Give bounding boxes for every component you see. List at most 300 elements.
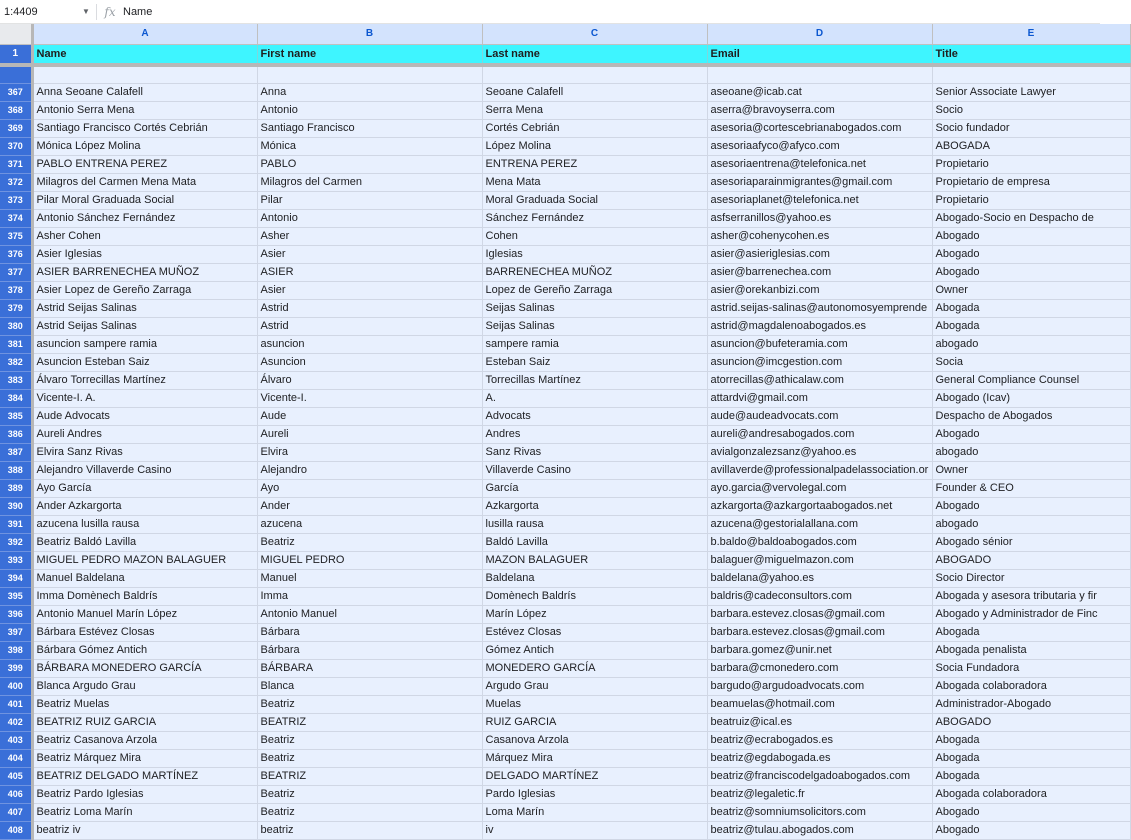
name-cell[interactable]: Beatriz Baldó Lavilla xyxy=(32,533,257,551)
email-cell[interactable]: barbara.gomez@unir.net xyxy=(707,641,932,659)
title-cell[interactable]: Socio fundador xyxy=(932,119,1130,137)
name-cell[interactable]: Asier Lopez de Gereño Zarraga xyxy=(32,281,257,299)
name-cell[interactable]: BEATRIZ DELGADO MARTÍNEZ xyxy=(32,767,257,785)
first-name-cell[interactable]: Antonio Manuel xyxy=(257,605,482,623)
row-number[interactable]: 405 xyxy=(0,767,32,785)
title-cell[interactable]: Propietario xyxy=(932,155,1130,173)
last-name-cell[interactable]: Lopez de Gereño Zarraga xyxy=(482,281,707,299)
email-cell[interactable]: asfserranillos@yahoo.es xyxy=(707,209,932,227)
first-name-cell[interactable]: Pilar xyxy=(257,191,482,209)
first-name-cell[interactable]: Imma xyxy=(257,587,482,605)
row-number[interactable]: 393 xyxy=(0,551,32,569)
row-number[interactable]: 402 xyxy=(0,713,32,731)
spacer-cell xyxy=(32,65,257,83)
last-name-cell[interactable]: lusilla rausa xyxy=(482,515,707,533)
title-cell[interactable]: Abogada xyxy=(932,767,1130,785)
first-name-cell[interactable]: Blanca xyxy=(257,677,482,695)
title-cell[interactable]: Abogado xyxy=(932,497,1130,515)
title-cell[interactable]: Abogada xyxy=(932,317,1130,335)
first-name-cell[interactable]: PABLO xyxy=(257,155,482,173)
table-row xyxy=(0,569,1130,587)
header-cell-title[interactable]: Title xyxy=(932,44,1130,65)
row-number[interactable]: 387 xyxy=(0,443,32,461)
row-number[interactable]: 368 xyxy=(0,101,32,119)
last-name-cell[interactable]: Estévez Closas xyxy=(482,623,707,641)
email-cell[interactable]: barbara.estevez.closas@gmail.com xyxy=(707,605,932,623)
table-row xyxy=(0,263,1130,281)
name-cell[interactable]: Asier Iglesias xyxy=(32,245,257,263)
row-number[interactable]: 372 xyxy=(0,173,32,191)
table-row xyxy=(0,443,1130,461)
email-cell[interactable]: astrid.seijas-salinas@autonomosyemprende xyxy=(707,299,932,317)
first-name-cell[interactable]: Asier xyxy=(257,245,482,263)
first-name-cell[interactable]: beatriz xyxy=(257,821,482,839)
email-cell[interactable]: beatriz@egdabogada.es xyxy=(707,749,932,767)
row-number[interactable]: 370 xyxy=(0,137,32,155)
title-cell[interactable]: ABOGADO xyxy=(932,551,1130,569)
title-cell[interactable]: Abogado xyxy=(932,227,1130,245)
last-name-cell[interactable]: Advocats xyxy=(482,407,707,425)
row-number[interactable]: 396 xyxy=(0,605,32,623)
last-name-cell[interactable]: Loma Marín xyxy=(482,803,707,821)
email-cell[interactable]: beatriz@legaletic.fr xyxy=(707,785,932,803)
title-cell[interactable]: Senior Associate Lawyer xyxy=(932,83,1130,101)
last-name-cell[interactable]: Baldó Lavilla xyxy=(482,533,707,551)
email-cell[interactable]: asesoriaparainmigrantes@gmail.com xyxy=(707,173,932,191)
email-cell[interactable]: asier@orekanbizi.com xyxy=(707,281,932,299)
title-cell[interactable]: Socio xyxy=(932,101,1130,119)
row-number[interactable]: 373 xyxy=(0,191,32,209)
header-cell-name[interactable]: Name xyxy=(32,44,257,65)
first-name-cell[interactable]: Anna xyxy=(257,83,482,101)
title-cell[interactable]: Abogada y asesora tributaria y fir xyxy=(932,587,1130,605)
row-number[interactable]: 406 xyxy=(0,785,32,803)
title-cell[interactable]: Abogado xyxy=(932,245,1130,263)
table-row xyxy=(0,515,1130,533)
table-row xyxy=(0,587,1130,605)
title-cell[interactable]: ABOGADA xyxy=(932,137,1130,155)
title-cell[interactable]: Abogado xyxy=(932,263,1130,281)
name-cell[interactable]: Elvira Sanz Rivas xyxy=(32,443,257,461)
name-cell[interactable]: Antonio Serra Mena xyxy=(32,101,257,119)
email-cell[interactable]: attardvi@gmail.com xyxy=(707,389,932,407)
first-name-cell[interactable]: Beatriz xyxy=(257,731,482,749)
email-cell[interactable]: beatriz@tulau.abogados.com xyxy=(707,821,932,839)
name-cell[interactable]: Aureli Andres xyxy=(32,425,257,443)
email-cell[interactable]: aureli@andresabogados.com xyxy=(707,425,932,443)
email-cell[interactable]: azucena@gestorialallana.com xyxy=(707,515,932,533)
spacer-cell xyxy=(707,65,932,83)
row-number[interactable]: 1 xyxy=(0,44,32,65)
name-cell[interactable]: azucena lusilla rausa xyxy=(32,515,257,533)
name-cell[interactable]: Antonio Sánchez Fernández xyxy=(32,209,257,227)
name-cell[interactable]: Asuncion Esteban Saiz xyxy=(32,353,257,371)
last-name-cell[interactable]: Márquez Mira xyxy=(482,749,707,767)
first-name-cell[interactable]: Ander xyxy=(257,497,482,515)
last-name-cell[interactable]: Serra Mena xyxy=(482,101,707,119)
name-cell[interactable]: Beatriz Pardo Iglesias xyxy=(32,785,257,803)
name-cell[interactable]: BÁRBARA MONEDERO GARCÍA xyxy=(32,659,257,677)
last-name-cell[interactable]: MAZON BALAGUER xyxy=(482,551,707,569)
first-name-cell[interactable]: Antonio xyxy=(257,101,482,119)
name-cell[interactable]: Anna Seoane Calafell xyxy=(32,83,257,101)
name-cell[interactable]: Beatriz Muelas xyxy=(32,695,257,713)
table-row xyxy=(0,119,1130,137)
email-cell[interactable]: beatruiz@ical.es xyxy=(707,713,932,731)
title-cell[interactable]: Despacho de Abogados xyxy=(932,407,1130,425)
name-cell[interactable]: ASIER BARRENECHEA MUÑOZ xyxy=(32,263,257,281)
table-row xyxy=(0,371,1130,389)
table-row xyxy=(0,281,1130,299)
last-name-cell[interactable]: Cohen xyxy=(482,227,707,245)
name-cell[interactable]: Beatriz Casanova Arzola xyxy=(32,731,257,749)
title-cell[interactable]: Abogada xyxy=(932,299,1130,317)
table-row xyxy=(0,785,1130,803)
title-cell[interactable]: Socio Director xyxy=(932,569,1130,587)
title-cell[interactable]: Abogada xyxy=(932,731,1130,749)
table-row xyxy=(0,209,1130,227)
formula-input[interactable]: Name xyxy=(123,5,153,18)
title-cell[interactable]: Abogado xyxy=(932,803,1130,821)
last-name-cell[interactable]: Iglesias xyxy=(482,245,707,263)
last-name-cell[interactable]: Cortés Cebrián xyxy=(482,119,707,137)
first-name-cell[interactable]: Milagros del Carmen xyxy=(257,173,482,191)
column-header-a[interactable]: A xyxy=(32,24,257,44)
row-number[interactable]: 395 xyxy=(0,587,32,605)
last-name-cell[interactable]: Mena Mata xyxy=(482,173,707,191)
email-cell[interactable]: aserra@bravoyserra.com xyxy=(707,101,932,119)
row-number[interactable]: 378 xyxy=(0,281,32,299)
first-name-cell[interactable]: Mónica xyxy=(257,137,482,155)
table-row xyxy=(0,767,1130,785)
name-cell[interactable]: MIGUEL PEDRO MAZON BALAGUER xyxy=(32,551,257,569)
row-number[interactable]: 408 xyxy=(0,821,32,839)
frozen-header-row xyxy=(0,44,1130,65)
first-name-cell[interactable]: Asuncion xyxy=(257,353,482,371)
title-cell[interactable]: Abogada colaboradora xyxy=(932,677,1130,695)
first-name-cell[interactable]: BÁRBARA xyxy=(257,659,482,677)
last-name-cell[interactable]: Sánchez Fernández xyxy=(482,209,707,227)
spacer-cell xyxy=(257,65,482,83)
name-cell[interactable]: beatriz iv xyxy=(32,821,257,839)
last-name-cell[interactable]: Sanz Rivas xyxy=(482,443,707,461)
name-cell[interactable]: Astrid Seijas Salinas xyxy=(32,299,257,317)
email-cell[interactable]: avillaverde@professionalpadelassociation.or xyxy=(707,461,932,479)
last-name-cell[interactable]: Seijas Salinas xyxy=(482,299,707,317)
row-number[interactable]: 386 xyxy=(0,425,32,443)
title-cell[interactable]: Abogado (Icav) xyxy=(932,389,1130,407)
name-cell[interactable]: Imma Domènech Baldrís xyxy=(32,587,257,605)
first-name-cell[interactable]: Vicente-I. xyxy=(257,389,482,407)
last-name-cell[interactable]: Baldelana xyxy=(482,569,707,587)
first-name-cell[interactable]: Alejandro xyxy=(257,461,482,479)
email-cell[interactable]: asher@cohenycohen.es xyxy=(707,227,932,245)
last-name-cell[interactable]: BARRENECHEA MUÑOZ xyxy=(482,263,707,281)
last-name-cell[interactable]: Moral Graduada Social xyxy=(482,191,707,209)
last-name-cell[interactable]: DELGADO MARTÍNEZ xyxy=(482,767,707,785)
last-name-cell[interactable]: Torrecillas Martínez xyxy=(482,371,707,389)
last-name-cell[interactable]: sampere ramia xyxy=(482,335,707,353)
last-name-cell[interactable]: Argudo Grau xyxy=(482,677,707,695)
table-row xyxy=(0,101,1130,119)
first-name-cell[interactable]: Elvira xyxy=(257,443,482,461)
first-name-cell[interactable]: Asher xyxy=(257,227,482,245)
row-number[interactable]: 398 xyxy=(0,641,32,659)
name-cell[interactable]: Blanca Argudo Grau xyxy=(32,677,257,695)
last-name-cell[interactable]: Esteban Saiz xyxy=(482,353,707,371)
title-cell[interactable]: Owner xyxy=(932,461,1130,479)
email-cell[interactable]: avialgonzalezsanz@yahoo.es xyxy=(707,443,932,461)
email-cell[interactable]: azkargorta@azkargortaabogados.net xyxy=(707,497,932,515)
table-row xyxy=(0,713,1130,731)
email-cell[interactable]: astrid@magdalenoabogados.es xyxy=(707,317,932,335)
name-cell[interactable]: Beatriz Márquez Mira xyxy=(32,749,257,767)
first-name-cell[interactable]: Bárbara xyxy=(257,641,482,659)
row-number[interactable]: 391 xyxy=(0,515,32,533)
last-name-cell[interactable]: Seijas Salinas xyxy=(482,317,707,335)
name-cell[interactable]: Álvaro Torrecillas Martínez xyxy=(32,371,257,389)
table-row xyxy=(0,353,1130,371)
title-cell[interactable]: abogado xyxy=(932,515,1130,533)
first-name-cell[interactable]: Beatriz xyxy=(257,785,482,803)
name-cell[interactable]: Beatriz Loma Marín xyxy=(32,803,257,821)
row-number-spacer xyxy=(0,65,32,83)
row-number[interactable]: 401 xyxy=(0,695,32,713)
table-row xyxy=(0,803,1130,821)
last-name-cell[interactable]: Seoane Calafell xyxy=(482,83,707,101)
header-cell-first-name[interactable]: First name xyxy=(257,44,482,65)
name-cell[interactable]: Astrid Seijas Salinas xyxy=(32,317,257,335)
row-number[interactable]: 385 xyxy=(0,407,32,425)
title-cell[interactable]: abogado xyxy=(932,443,1130,461)
name-box[interactable] xyxy=(0,0,80,24)
column-header-row xyxy=(0,24,1130,44)
name-cell[interactable]: BEATRIZ RUIZ GARCIA xyxy=(32,713,257,731)
row-number[interactable]: 399 xyxy=(0,659,32,677)
title-cell[interactable]: Abogada colaboradora xyxy=(932,785,1130,803)
header-cell-email[interactable]: Email xyxy=(707,44,932,65)
first-name-cell[interactable]: Manuel xyxy=(257,569,482,587)
first-name-cell[interactable]: Beatriz xyxy=(257,803,482,821)
row-number[interactable]: 381 xyxy=(0,335,32,353)
row-number[interactable]: 371 xyxy=(0,155,32,173)
name-cell[interactable]: Mónica López Molina xyxy=(32,137,257,155)
first-name-cell[interactable]: Beatriz xyxy=(257,533,482,551)
first-name-cell[interactable]: Beatriz xyxy=(257,695,482,713)
last-name-cell[interactable]: Villaverde Casino xyxy=(482,461,707,479)
last-name-cell[interactable]: Azkargorta xyxy=(482,497,707,515)
email-cell[interactable]: beatriz@ecrabogados.es xyxy=(707,731,932,749)
name-cell[interactable]: Bárbara Estévez Closas xyxy=(32,623,257,641)
row-number[interactable]: 389 xyxy=(0,479,32,497)
name-cell[interactable]: Asher Cohen xyxy=(32,227,257,245)
email-cell[interactable]: aude@audeadvocats.com xyxy=(707,407,932,425)
name-cell[interactable]: PABLO ENTRENA PEREZ xyxy=(32,155,257,173)
row-number[interactable]: 407 xyxy=(0,803,32,821)
title-cell[interactable]: Abogado xyxy=(932,425,1130,443)
name-cell[interactable]: Antonio Manuel Marín López xyxy=(32,605,257,623)
title-cell[interactable]: Socia xyxy=(932,353,1130,371)
chevron-down-icon[interactable]: ▼ xyxy=(82,7,90,16)
email-cell[interactable]: barbara@cmonedero.com xyxy=(707,659,932,677)
title-cell[interactable]: Abogado xyxy=(932,821,1130,839)
email-cell[interactable]: bargudo@argudoadvocats.com xyxy=(707,677,932,695)
first-name-cell[interactable]: Astrid xyxy=(257,317,482,335)
row-number[interactable]: 390 xyxy=(0,497,32,515)
last-name-cell[interactable]: Casanova Arzola xyxy=(482,731,707,749)
table-row xyxy=(0,677,1130,695)
first-name-cell[interactable]: Astrid xyxy=(257,299,482,317)
spacer-cell xyxy=(932,65,1130,83)
row-number[interactable]: 379 xyxy=(0,299,32,317)
column-header-c[interactable]: C xyxy=(482,24,707,44)
last-name-cell[interactable]: García xyxy=(482,479,707,497)
last-name-cell[interactable]: A. xyxy=(482,389,707,407)
last-name-cell[interactable]: Domènech Baldrís xyxy=(482,587,707,605)
table-row xyxy=(0,623,1130,641)
email-cell[interactable]: asier@barrenechea.com xyxy=(707,263,932,281)
first-name-cell[interactable]: Santiago Francisco xyxy=(257,119,482,137)
name-cell[interactable]: Bárbara Gómez Antich xyxy=(32,641,257,659)
email-cell[interactable]: barbara.estevez.closas@gmail.com xyxy=(707,623,932,641)
email-cell[interactable]: baldelana@yahoo.es xyxy=(707,569,932,587)
row-number[interactable]: 376 xyxy=(0,245,32,263)
email-cell[interactable]: asier@asieriglesias.com xyxy=(707,245,932,263)
table-row xyxy=(0,245,1130,263)
spacer-cell xyxy=(482,65,707,83)
name-cell[interactable]: Pilar Moral Graduada Social xyxy=(32,191,257,209)
last-name-cell[interactable]: Pardo Iglesias xyxy=(482,785,707,803)
email-cell[interactable]: asuncion@bufeteramia.com xyxy=(707,335,932,353)
email-cell[interactable]: asesoria@cortescebrianabogados.com xyxy=(707,119,932,137)
table-row xyxy=(0,659,1130,677)
row-number[interactable]: 397 xyxy=(0,623,32,641)
table-row xyxy=(0,533,1130,551)
first-name-cell[interactable]: azucena xyxy=(257,515,482,533)
sheet-table xyxy=(0,24,1131,840)
title-cell[interactable]: Abogada penalista xyxy=(932,641,1130,659)
title-cell[interactable]: Administrador-Abogado xyxy=(932,695,1130,713)
title-cell[interactable]: Propietario de empresa xyxy=(932,173,1130,191)
row-number[interactable]: 375 xyxy=(0,227,32,245)
first-name-cell[interactable]: Aureli xyxy=(257,425,482,443)
last-name-cell[interactable]: Muelas xyxy=(482,695,707,713)
fx-icon: fx xyxy=(104,4,116,19)
name-cell[interactable]: Alejandro Villaverde Casino xyxy=(32,461,257,479)
row-number[interactable]: 394 xyxy=(0,569,32,587)
title-cell[interactable]: Abogada xyxy=(932,623,1130,641)
email-cell[interactable]: asesoriaplanet@telefonica.net xyxy=(707,191,932,209)
first-name-cell[interactable]: Antonio xyxy=(257,209,482,227)
email-cell[interactable]: asesoriaafyco@afyco.com xyxy=(707,137,932,155)
last-name-cell[interactable]: ENTRENA PEREZ xyxy=(482,155,707,173)
last-name-cell[interactable]: Marín López xyxy=(482,605,707,623)
email-cell[interactable]: baldris@cadeconsultors.com xyxy=(707,587,932,605)
row-number[interactable]: 377 xyxy=(0,263,32,281)
first-name-cell[interactable]: Beatriz xyxy=(257,749,482,767)
first-name-cell[interactable]: Asier xyxy=(257,281,482,299)
first-name-cell[interactable]: BEATRIZ xyxy=(257,713,482,731)
first-name-cell[interactable]: ASIER xyxy=(257,263,482,281)
title-cell[interactable]: ABOGADO xyxy=(932,713,1130,731)
name-cell[interactable]: Ander Azkargorta xyxy=(32,497,257,515)
email-cell[interactable]: balaguer@miguelmazon.com xyxy=(707,551,932,569)
table-row xyxy=(0,407,1130,425)
name-cell[interactable]: Santiago Francisco Cortés Cebrián xyxy=(32,119,257,137)
row-number[interactable]: 388 xyxy=(0,461,32,479)
row-number[interactable]: 367 xyxy=(0,83,32,101)
row-number[interactable]: 404 xyxy=(0,749,32,767)
name-cell[interactable]: Ayo García xyxy=(32,479,257,497)
row-number[interactable]: 403 xyxy=(0,731,32,749)
title-cell[interactable]: Founder & CEO xyxy=(932,479,1130,497)
title-cell[interactable]: Abogado sénior xyxy=(932,533,1130,551)
email-cell[interactable]: beatriz@franciscodelgadoabogados.com xyxy=(707,767,932,785)
row-number[interactable]: 384 xyxy=(0,389,32,407)
title-cell[interactable]: Propietario xyxy=(932,191,1130,209)
last-name-cell[interactable]: López Molina xyxy=(482,137,707,155)
name-box-value: 1:4409 xyxy=(4,5,38,18)
last-name-cell[interactable]: Gómez Antich xyxy=(482,641,707,659)
title-cell[interactable]: abogado xyxy=(932,335,1130,353)
email-cell[interactable]: b.baldo@baldoabogados.com xyxy=(707,533,932,551)
email-cell[interactable]: aseoane@icab.cat xyxy=(707,83,932,101)
name-cell[interactable]: Vicente-I. A. xyxy=(32,389,257,407)
name-cell[interactable]: Milagros del Carmen Mena Mata xyxy=(32,173,257,191)
title-cell[interactable]: Abogada xyxy=(932,749,1130,767)
email-cell[interactable]: beamuelas@hotmail.com xyxy=(707,695,932,713)
title-cell[interactable]: Socia Fundadora xyxy=(932,659,1130,677)
column-header-e[interactable]: E xyxy=(932,24,1130,44)
first-name-cell[interactable]: Bárbara xyxy=(257,623,482,641)
first-name-cell[interactable]: Álvaro xyxy=(257,371,482,389)
title-cell[interactable]: Owner xyxy=(932,281,1130,299)
first-name-cell[interactable]: Ayo xyxy=(257,479,482,497)
email-cell[interactable]: asesoriaentrena@telefonica.net xyxy=(707,155,932,173)
row-number[interactable]: 383 xyxy=(0,371,32,389)
column-header-b[interactable]: B xyxy=(257,24,482,44)
title-cell[interactable]: Abogado-Socio en Despacho de xyxy=(932,209,1130,227)
name-cell[interactable]: Aude Advocats xyxy=(32,407,257,425)
table-row xyxy=(0,335,1130,353)
email-cell[interactable]: asuncion@imcgestion.com xyxy=(707,353,932,371)
row-number[interactable]: 392 xyxy=(0,533,32,551)
name-cell[interactable]: asuncion sampere ramia xyxy=(32,335,257,353)
first-name-cell[interactable]: asuncion xyxy=(257,335,482,353)
column-header-d[interactable]: D xyxy=(707,24,932,44)
row-number[interactable]: 374 xyxy=(0,209,32,227)
first-name-cell[interactable]: MIGUEL PEDRO xyxy=(257,551,482,569)
email-cell[interactable]: atorrecillas@athicalaw.com xyxy=(707,371,932,389)
title-cell[interactable]: General Compliance Counsel xyxy=(932,371,1130,389)
select-all-corner[interactable] xyxy=(0,24,32,44)
email-cell[interactable]: beatriz@somniumsolicitors.com xyxy=(707,803,932,821)
last-name-cell[interactable]: Andres xyxy=(482,425,707,443)
last-name-cell[interactable]: MONEDERO GARCÍA xyxy=(482,659,707,677)
row-number[interactable]: 400 xyxy=(0,677,32,695)
row-number[interactable]: 380 xyxy=(0,317,32,335)
header-cell-last-name[interactable]: Last name xyxy=(482,44,707,65)
last-name-cell[interactable]: iv xyxy=(482,821,707,839)
row-number[interactable]: 382 xyxy=(0,353,32,371)
first-name-cell[interactable]: BEATRIZ xyxy=(257,767,482,785)
name-cell[interactable]: Manuel Baldelana xyxy=(32,569,257,587)
title-cell[interactable]: Abogado y Administrador de Finc xyxy=(932,605,1130,623)
first-name-cell[interactable]: Aude xyxy=(257,407,482,425)
row-number[interactable]: 369 xyxy=(0,119,32,137)
email-cell[interactable]: ayo.garcia@vervolegal.com xyxy=(707,479,932,497)
last-name-cell[interactable]: RUIZ GARCIA xyxy=(482,713,707,731)
